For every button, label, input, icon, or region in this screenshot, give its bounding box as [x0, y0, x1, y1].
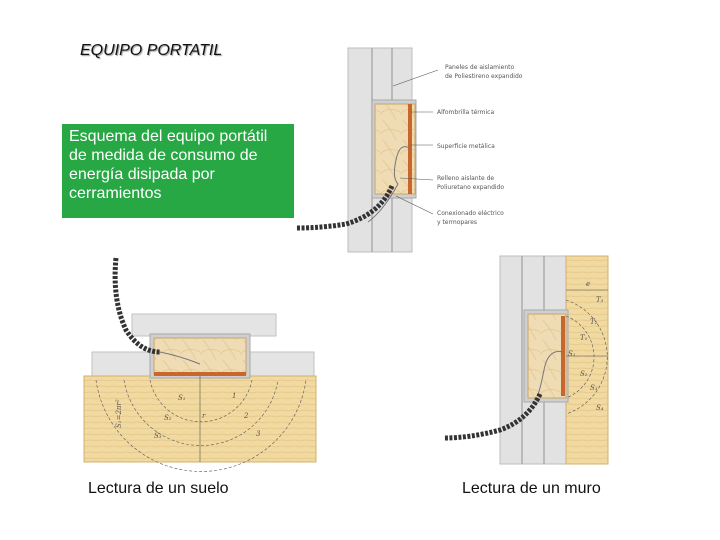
device-section-top — [296, 48, 523, 252]
wall-reading-diagram — [444, 256, 608, 464]
wall-thermal-mat — [561, 316, 565, 396]
caption-floor: Lectura de un suelo — [88, 480, 229, 497]
callout-panels-1: Paneles de aislamiento — [445, 64, 515, 71]
callout-mat: Alfombrilla térmica — [437, 109, 495, 116]
wall-symbol-t3: T₃ — [596, 296, 604, 304]
wall-symbol-t2: T₂ — [590, 318, 598, 326]
floor-symbol-r: r — [202, 412, 206, 420]
floor-reading-diagram — [84, 258, 316, 471]
floor-thermal-mat — [154, 372, 246, 376]
wall-symbol-s4: S₄ — [596, 404, 604, 412]
wall-symbol-s1: S₁ — [568, 350, 576, 358]
floor-symbol-s1: S₁ — [178, 394, 186, 402]
floor-symbol-s3: S₃ — [154, 432, 162, 440]
floor-symbol-3: 3 — [256, 430, 261, 438]
callout-surface: Superficie metálica — [437, 143, 495, 150]
floor-symbol-s2: S₂ — [164, 414, 172, 422]
wall-symbol-t1: T₁ — [580, 334, 588, 342]
callout-connection-1: Conexionado eléctrico — [437, 210, 504, 217]
floor-symbol-2: 2 — [244, 412, 249, 420]
callout-fill-2: Poliuretano expandido — [437, 184, 505, 191]
callout-fill-1: Relleno aislante de — [437, 175, 495, 182]
callout-connection-2: y termopares — [437, 219, 478, 226]
wall-symbol-s2: S₂ — [580, 370, 588, 378]
slide-title: EQUIPO PORTATIL — [80, 42, 223, 59]
floor-symbol-1: 1 — [232, 392, 237, 400]
description-box: Esquema del equipo portátil de medida de consumo de energía disipada por cerramientos — [62, 124, 294, 218]
wall-symbol-e: e — [586, 280, 591, 288]
caption-wall: Lectura de un muro — [462, 480, 601, 497]
wall-symbol-s3: S₃ — [590, 384, 598, 392]
floor-symbol-area: S₁=2πr² — [115, 399, 123, 428]
callout-panels-2: de Poliestireno expandido — [445, 73, 523, 80]
